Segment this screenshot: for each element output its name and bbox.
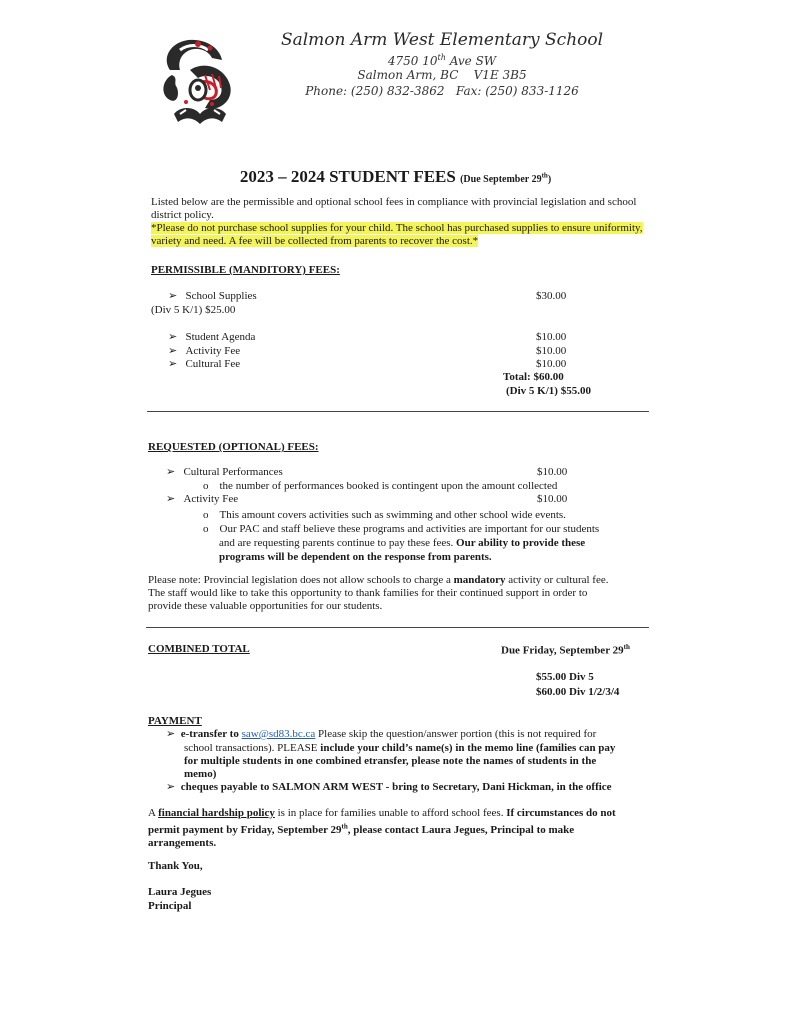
combined-heading: COMBINED TOTAL — [148, 643, 250, 655]
supplies-note: (Div 5 K/1) $25.00 — [151, 304, 236, 316]
divider — [146, 627, 649, 628]
payment-heading: PAYMENT — [148, 715, 202, 727]
hardship-paragraph: A financial hardship policy is in place for families unable to afford school fees. If circumstances do not permit payment by Friday, September 29th, please contact Laura Jegues, Principal to make arrangements. — [148, 807, 616, 849]
sub-item: o This amount covers activities such as swimming and other school wide events. — [203, 509, 566, 521]
page-title: 2023 – 2024 STUDENT FEES (Due September 29th) — [239, 167, 552, 186]
sub-item: o Our PAC and staff believe these programs and activities are important for our students — [203, 523, 600, 535]
fee-amount: $10.00 — [537, 493, 568, 505]
city-line: Salmon Arm, BC V1E 3B5 — [357, 68, 527, 82]
due-date: (Due September 29th) — [460, 171, 552, 185]
payment-etransfer-cont: memo) — [184, 768, 217, 780]
signature-role: Principal — [148, 900, 192, 912]
payment-etransfer: ➢ e-transfer to saw@sd83.bc.ca Please skip the question/answer portion (this is not required for — [166, 728, 597, 740]
fee-amount: $30.00 — [536, 290, 567, 302]
fee-item: ➢ School Supplies — [168, 290, 257, 302]
combined-due: Due Friday, September 29th — [501, 643, 630, 657]
sub-item: o the number of performances booked is contingent upon the amount collected — [203, 480, 558, 492]
school-name: Salmon Arm West Elementary School — [280, 30, 604, 50]
email-link[interactable]: saw@sd83.bc.ca — [241, 728, 316, 740]
sub-item-cont: programs will be dependent on the response from parents. — [219, 551, 492, 563]
permissible-total: Total: $60.00 — [503, 371, 564, 383]
highlight-note: *Please do not purchase school supplies for your child. The school has purchased supplies to ensure uniformity, variety and need. A fee will be collected from parents to recover the cost.* — [151, 222, 643, 247]
address-line: 4750 10th Ave SW — [387, 53, 497, 68]
hardship-policy-link[interactable]: financial hardship policy — [158, 807, 275, 819]
combined-div1234: $60.00 Div 1/2/3/4 — [536, 686, 620, 698]
fee-amount: $10.00 — [536, 345, 567, 357]
signature-name: Laura Jegues — [148, 886, 212, 898]
fee-amount: $10.00 — [537, 466, 568, 478]
payment-etransfer-cont: for multiple students in one combined etransfer, please note the names of students in the — [184, 755, 597, 767]
divider — [147, 411, 649, 412]
closing-thanks: Thank You, — [148, 860, 203, 872]
permissible-total-div5: (Div 5 K/1) $55.00 — [506, 385, 591, 397]
fee-amount: $10.00 — [536, 331, 567, 343]
fee-item: ➢ Activity Fee — [166, 493, 239, 505]
fee-item: ➢ Activity Fee — [168, 345, 241, 357]
permissible-heading: PERMISSIBLE (MANDITORY) FEES: — [151, 264, 340, 276]
fee-item: ➢ Student Agenda — [168, 331, 256, 343]
requested-heading: REQUESTED (OPTIONAL) FEES: — [148, 441, 319, 453]
fee-item: ➢ Cultural Performances — [166, 466, 283, 478]
intro-paragraph: Listed below are the permissible and optional school fees in compliance with provincial legislation and school district policy. *Please do not purchase school supplies for your child. The school has purchased supplies to ensure uniformity, variety and need. A fee will be collected from parents to recover the cost.* — [151, 196, 643, 247]
combined-div5: $55.00 Div 5 — [536, 671, 594, 683]
phone-fax-line: Phone: (250) 832-3862 Fax: (250) 833-1126 — [305, 84, 579, 98]
fee-amount: $10.00 — [536, 358, 567, 370]
fee-item: ➢ Cultural Fee — [168, 358, 241, 370]
payment-etransfer-cont: school transactions). PLEASE include your child’s name(s) in the memo line (families can pay — [184, 742, 616, 754]
sub-item-cont: and are requesting parents continue to pay these fees. Our ability to provide these — [219, 537, 586, 549]
payment-cheques: ➢ cheques payable to SALMON ARM WEST - bring to Secretary, Dani Hickman, in the office — [166, 781, 612, 793]
legislation-note: Please note: Provincial legislation does not allow schools to charge a mandatory activity or cultural fee. The staff would like to take this opportunity to thank families for their continued support in order to provide these valuable opportunities for our students. — [148, 574, 609, 612]
